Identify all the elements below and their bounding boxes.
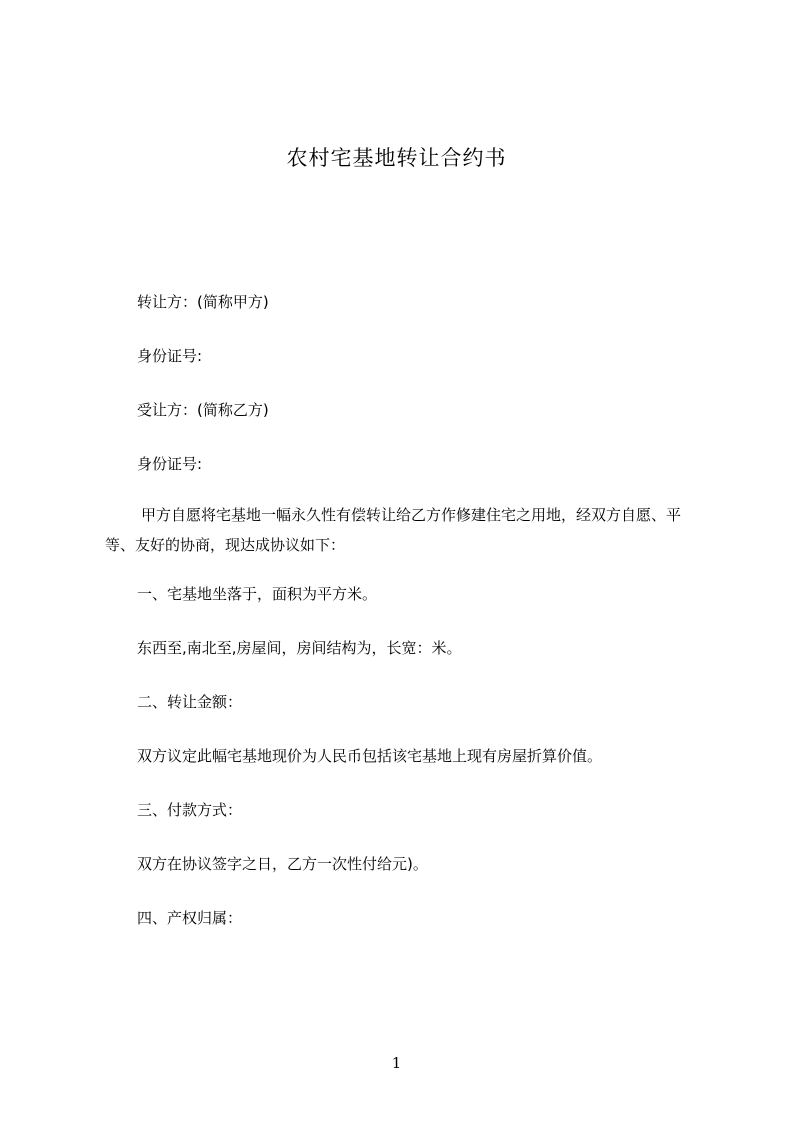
section-4-heading: 四、产权归属： [137,909,243,927]
section-1-heading: 一、宅基地坐落于，面积为平方米。 [137,585,378,603]
transferee-line: 受让方：(简称乙方) [137,401,269,419]
section-1-body: 东西至,南北至,房屋间，房间结构为，长宽：米。 [137,639,462,657]
section-2-heading: 二、转让金额： [137,693,243,711]
transferor-id-line: 身份证号: [137,347,203,365]
section-3-body: 双方在协议签字之日，乙方一次性付给元)。 [137,855,428,873]
page-number: 1 [391,1054,402,1072]
transferor-line: 转让方：(简称甲方) [137,293,269,311]
intro-paragraph: 甲方自愿将宅基地一幅永久性有偿转让给乙方作修建住宅之用地，经双方自愿、平等、友好的协商，现达成协议如下： [105,506,682,554]
transferee-id-line: 身份证号: [137,455,203,473]
section-2-body: 双方议定此幅宅基地现价为人民币包括该宅基地上现有房屋折算价值。 [137,747,603,765]
document-title: 农村宅基地转让合约书 [286,146,507,170]
section-3-heading: 三、付款方式： [137,801,243,819]
